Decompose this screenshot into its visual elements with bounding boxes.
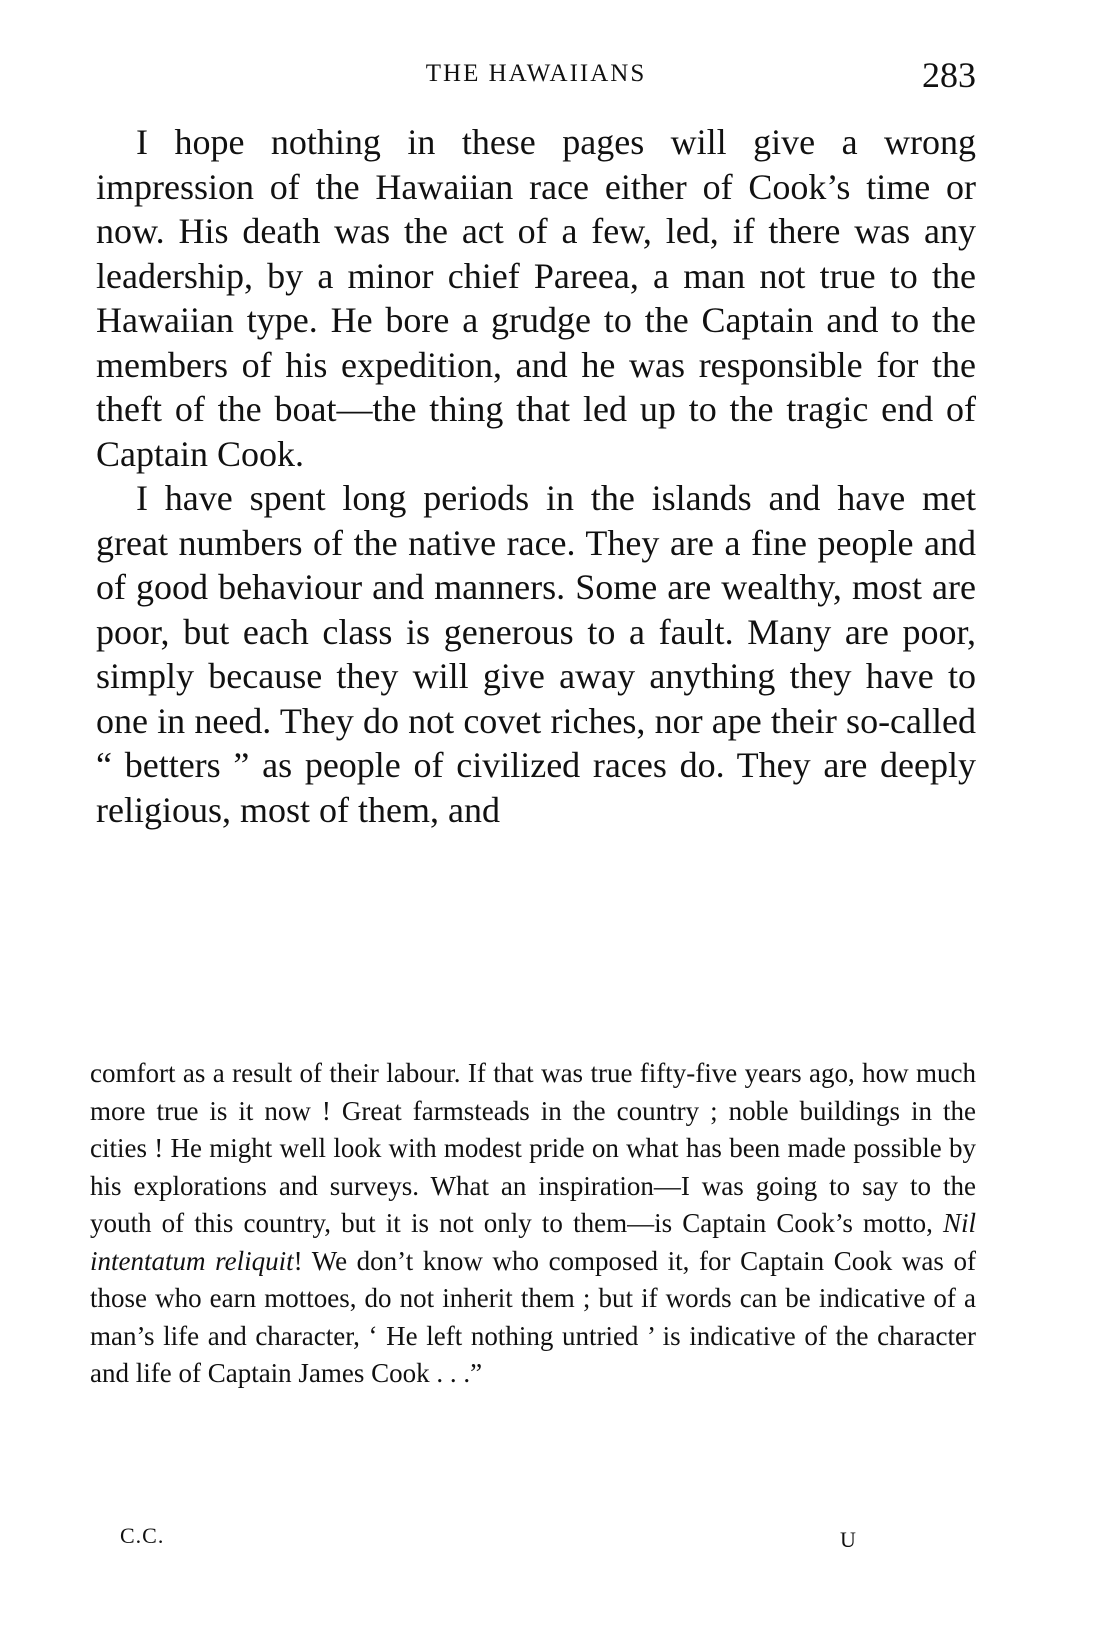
paragraph-2: I have spent long periods in the islands and have met great numbers of the native race. They are a fine people and of good behaviour and manners. Some are wealthy, most are poor, but each class is generous to a fault. Many are poor, simply because they will give away anything they have to one in need. They do not covet riches, nor ape their so-called “ betters ” as people of civilized races do. They are deeply religious, most of them, and: [96, 478, 976, 830]
signature-mark: C.C.: [120, 1523, 165, 1548]
page-header: [96, 54, 976, 94]
quote-paragraph: [90, 1055, 976, 1393]
cook-motto: Nil intentatum reliquit: [90, 1208, 977, 1276]
quote-text-before-motto: comfort as a result of their labour. If that was true fifty-five years ago, how much more true is it now ! Great farmsteads in the country ; noble buildings in the cities ! He might well look with modest pride on what has been made possible by his explorations and surveys. What an inspiration—I was going to say to the youth of this country, but it is not only to them—is Captain Cook’s motto,: [90, 1058, 976, 1238]
running-head: THE HAWAIIANS: [425, 60, 647, 87]
signature-letter: U: [840, 1527, 857, 1552]
main-text: [96, 120, 976, 832]
quote-text-after-motto: ! We don’t know who composed it, for Captain Cook was of those who earn mottoes, do not inherit them ; but if words can be indicative of a man’s life and character, ‘ He left nothing untried ’ is indicative of the character and life of Captain James Cook . . .”: [90, 1245, 977, 1388]
quoted-passage: [90, 1055, 976, 1393]
paragraph-1: I hope nothing in these pages will give a wrong impression of the Hawaiian race either of Cook’s time or now. His death was the act of a few, led, if there was any leadership, by a minor chief Pareea, a man not true to the Hawaiian type. He bore a grudge to the Captain and to the members of his expedition, and he was responsible for the theft of the boat—the thing that led up to the tragic end of Captain Cook.: [96, 122, 976, 474]
page-number: 283: [922, 55, 976, 95]
